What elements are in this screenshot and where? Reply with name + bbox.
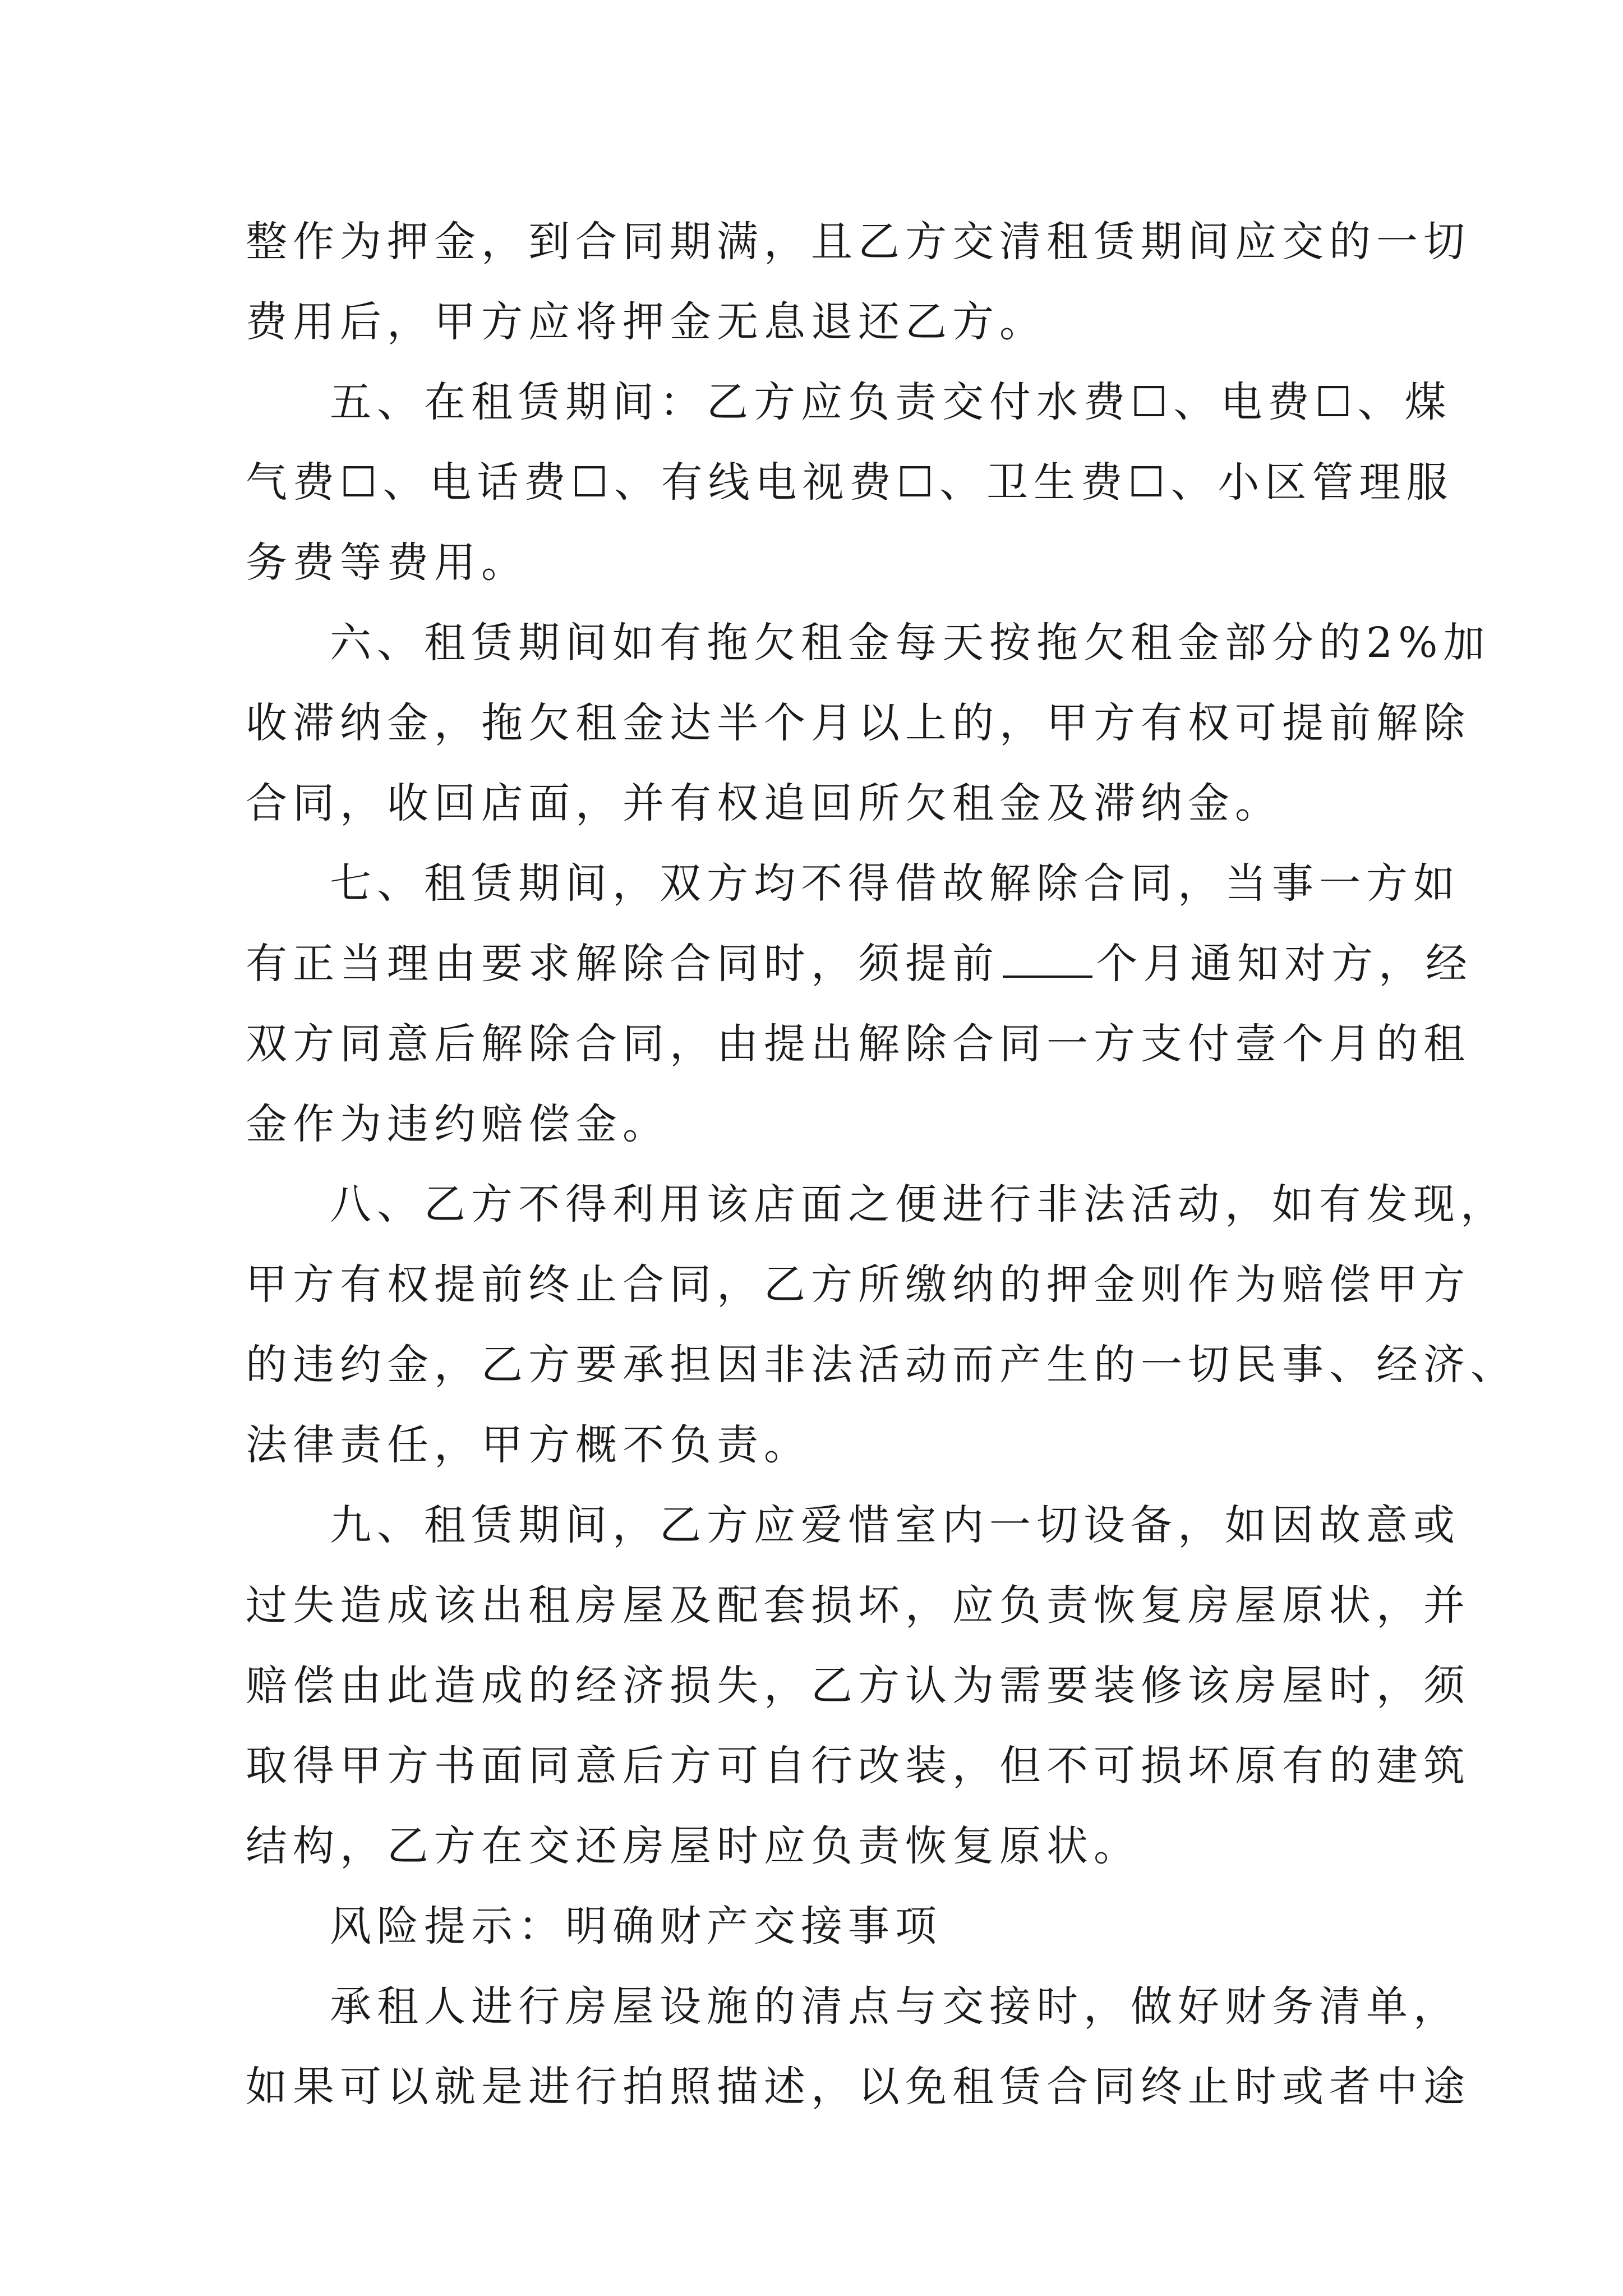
clause-seven-line-2 — [246, 924, 1473, 1004]
clause-eight-line-4: 法律责任，甲方概不负责。 — [246, 1421, 811, 1469]
text-line-1: 整作为押金，到合同期满，且乙方交清租赁期间应交的一切 — [246, 218, 1470, 266]
risk-tip-line-1: 承租人进行房屋设施的清点与交接时，做好财务清单， — [330, 1982, 1460, 2031]
months-blank — [1003, 942, 1092, 978]
clause-six-line-1: 六、租赁期间如有拖欠租金每天按拖欠租金部分的2%加 — [330, 619, 1491, 667]
contract-text — [246, 202, 1518, 2127]
clause-six-line-2: 收滞纳金，拖欠租金达半个月以上的，甲方有权可提前解除 — [246, 699, 1470, 747]
clause-seven-line-2-after: 个月通知对方，经 — [1096, 940, 1473, 988]
clause-six-line-3: 合同，收回店面，并有权追回所欠租金及滞纳金。 — [246, 779, 1282, 827]
risk-tip-heading: 风险提示：明确财产交接事项 — [330, 1902, 942, 1950]
clause-seven-line-2-before: 有正当理由要求解除合同时，须提前 — [246, 940, 999, 988]
text-line-2: 费用后，甲方应将押金无息退还乙方。 — [246, 298, 1046, 346]
clause-nine-line-5: 结构，乙方在交还房屋时应负责恢复原状。 — [246, 1822, 1141, 1870]
clause-five-line-2: 气费☐、电话费☐、有线电视费☐、卫生费☐、小区管理服 — [246, 458, 1454, 507]
clause-five-line-1: 五、在租赁期间：乙方应负责交付水费☐、电费☐、煤 — [330, 378, 1452, 426]
clause-nine-line-3: 赔偿由此造成的经济损失，乙方认为需要装修该房屋时，须 — [246, 1662, 1470, 1710]
clause-eight-line-2: 甲方有权提前终止合同，乙方所缴纳的押金则作为赔偿甲方 — [246, 1260, 1470, 1309]
clause-five-line-3: 务费等费用。 — [246, 539, 528, 587]
clause-nine-line-2: 过失造成该出租房屋及配套损坏，应负责恢复房屋原状，并 — [246, 1581, 1470, 1630]
clause-seven-line-3: 双方同意后解除合同，由提出解除合同一方支付壹个月的租 — [246, 1020, 1470, 1068]
clause-seven-line-1: 七、租赁期间，双方均不得借故解除合同，当事一方如 — [330, 859, 1460, 908]
clause-seven-line-4: 金作为违约赔偿金。 — [246, 1100, 670, 1148]
clause-eight-line-3: 的违约金，乙方要承担因非法活动而产生的一切民事、经济、 — [246, 1341, 1518, 1389]
clause-eight-line-1: 八、乙方不得利用该店面之便进行非法活动，如有发现， — [330, 1180, 1507, 1228]
clause-nine-line-1: 九、租赁期间，乙方应爱惜室内一切设备，如因故意或 — [330, 1501, 1460, 1549]
risk-tip-line-2: 如果可以就是进行拍照描述，以免租赁合同终止时或者中途 — [246, 2063, 1470, 2111]
clause-nine-line-4: 取得甲方书面同意后方可自行改装，但不可损坏原有的建筑 — [246, 1742, 1470, 1790]
